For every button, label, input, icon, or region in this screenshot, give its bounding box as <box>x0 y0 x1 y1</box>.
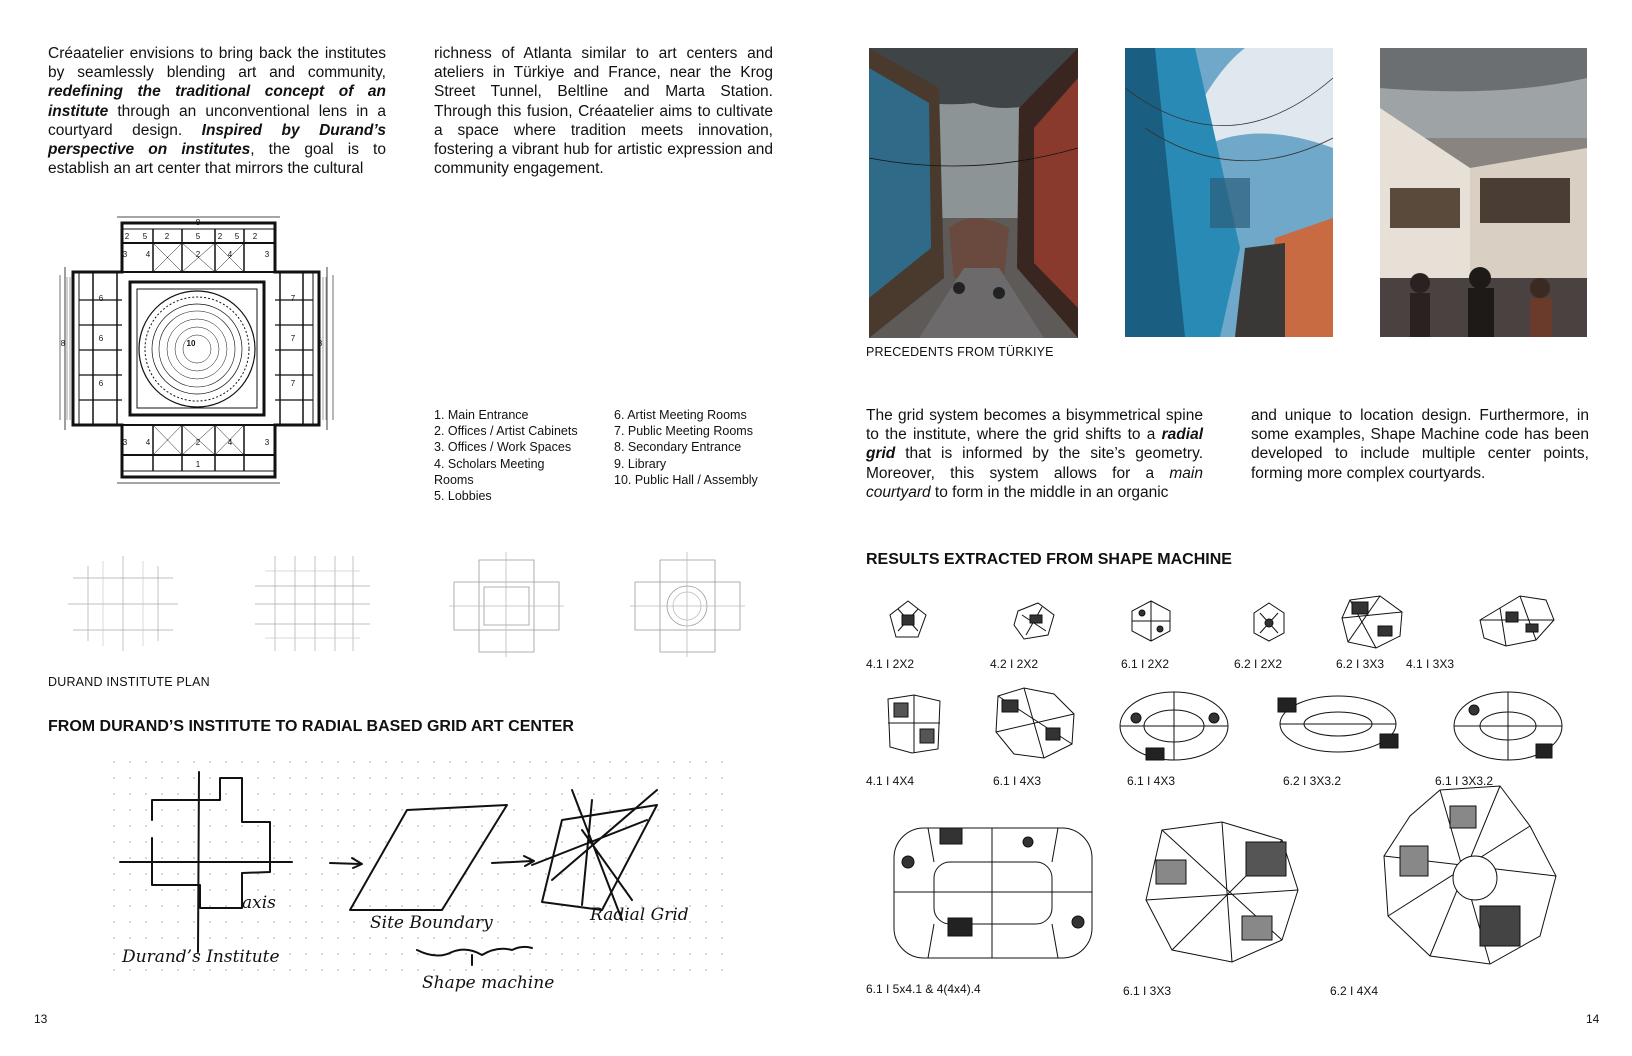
plan-label: 2 <box>195 250 201 259</box>
plan-label: 5 <box>195 232 201 241</box>
precedent-photo-3 <box>1380 48 1587 337</box>
legend-item: 2. Offices / Artist Cabinets <box>434 424 578 439</box>
sketch-note-axis: axis <box>242 893 276 913</box>
plan-legend-col1 <box>434 407 578 504</box>
plan-label: 4 <box>145 250 151 259</box>
result-label: 6.1 I 4X3 <box>1127 774 1176 788</box>
result-label: 6.2 I 3X3.2 <box>1283 774 1342 788</box>
grid-paragraph-col2: and unique to location design. Furthermore, in some examples, Shape Machine code has been developed to include multiple center points, forming more complex courtyards. <box>1251 407 1589 482</box>
plan-label: 2 <box>164 232 170 241</box>
legend-item: 4. Scholars Meeting <box>434 456 545 471</box>
plan-label: 7 <box>290 334 296 343</box>
result-label: 6.2 I 3X3 <box>1336 657 1385 671</box>
legend-item: 3. Offices / Work Spaces <box>434 440 572 455</box>
page-number-left: 13 <box>34 1012 48 1026</box>
plan-label: 6 <box>98 379 104 388</box>
grid-diagram-2 <box>255 556 370 651</box>
result-diagram <box>1116 688 1232 766</box>
sketch-note-site-boundary: Site Boundary <box>370 913 493 933</box>
legend-item: 8. Secondary Entrance <box>614 440 742 455</box>
result-label: 6.1 I 3X3 <box>1123 984 1172 998</box>
results-heading: RESULTS EXTRACTED FROM SHAPE MACHINE <box>866 551 1232 568</box>
sketch-note-radial-grid: Radial Grid <box>590 905 689 925</box>
page-number-right: 14 <box>1586 1012 1600 1026</box>
plan-label: 2 <box>195 438 201 447</box>
photos-caption: PRECEDENTS FROM TÜRKIYE <box>866 345 1054 359</box>
result-label: 4.1 I 2X2 <box>866 657 915 671</box>
plan-label: 8 <box>60 339 66 348</box>
plan-legend-col2 <box>614 407 758 488</box>
plan-label: 8 <box>195 218 201 227</box>
result-label: 6.2 I 4X4 <box>1330 984 1379 998</box>
plan-label: 4 <box>227 438 233 447</box>
plan-label: 2 <box>124 232 130 241</box>
plan-label: 7 <box>290 379 296 388</box>
plan-label: 3 <box>264 250 270 259</box>
legend-item: 10. Public Hall / Assembly <box>614 472 758 487</box>
plan-label: 1 <box>195 460 201 469</box>
result-diagram <box>994 688 1078 760</box>
intro-paragraph-col1: Créaatelier envisions to bring back the institutes by seamlessly blending art and community, redefining the traditional concept of an institute through an unconventional lens in a courtyard design. Inspired by Durand’s perspective on institutes, the goal is to establish an art center that mirrors the cultural <box>48 45 386 178</box>
plan-label: 3 <box>264 438 270 447</box>
legend-item: 6. Artist Meeting Rooms <box>614 408 747 422</box>
plan-label: 10 <box>186 339 196 348</box>
precedent-photo-1 <box>869 48 1078 338</box>
result-diagram <box>1340 596 1406 650</box>
plan-label: 7 <box>290 294 296 303</box>
legend-item: 7. Public Meeting Rooms <box>614 424 753 439</box>
sketch-note-durand: Durand’s Institute <box>122 947 280 967</box>
result-diagram <box>1450 686 1566 766</box>
durand-floor-plan <box>55 215 345 500</box>
section-heading: FROM DURAND’S INSTITUTE TO RADIAL BASED GRID ART CENTER <box>48 718 574 735</box>
result-label: 4.2 I 2X2 <box>990 657 1039 671</box>
result-label: 6.1 I 4X3 <box>993 774 1042 788</box>
legend-item: 9. Library <box>614 456 667 471</box>
plan-label: 2 <box>217 232 223 241</box>
legend-item: 1. Main Entrance <box>434 408 529 422</box>
result-diagram <box>1130 601 1172 641</box>
durand-plan-caption: DURAND INSTITUTE PLAN <box>48 675 210 689</box>
plan-label: 8 <box>317 339 323 348</box>
result-diagram <box>884 693 944 755</box>
result-label: 6.2 I 2X2 <box>1234 657 1283 671</box>
plan-label: 6 <box>98 294 104 303</box>
precedent-photo-2 <box>1125 48 1333 337</box>
intro-paragraph-col2: richness of Atlanta similar to art centers and ateliers in Türkiye and France, near the Krog Street Tunnel, Beltline and Marta Station. Through this fusion, Créaatelier aims to cultivate a space where tradition meets innovation, fostering a vibrant hub for artistic expression and community engagement. <box>434 45 773 178</box>
result-diagram <box>888 822 1098 964</box>
result-diagram <box>1380 786 1560 968</box>
plan-label: 3 <box>122 250 128 259</box>
result-diagram <box>1252 603 1286 643</box>
plan-label: 2 <box>252 232 258 241</box>
result-label: 6.1 I 2X2 <box>1121 657 1170 671</box>
plan-label: 4 <box>227 250 233 259</box>
plan-label: 3 <box>122 438 128 447</box>
result-diagram <box>888 601 928 641</box>
result-diagram <box>1142 820 1302 966</box>
result-label: 6.1 I 3X3.2 <box>1435 774 1494 788</box>
legend-item: Rooms <box>434 472 474 487</box>
plan-label: 6 <box>98 334 104 343</box>
result-diagram <box>1476 590 1556 648</box>
result-label: 6.1 I 5x4.1 & 4(4x4).4 <box>866 982 981 996</box>
result-diagram <box>1012 601 1056 641</box>
result-diagram <box>1276 690 1400 758</box>
result-label: 4.1 I 3X3 <box>1406 657 1455 671</box>
plan-label: 4 <box>145 438 151 447</box>
grid-diagram-3 <box>449 552 564 657</box>
grid-paragraph-col1: The grid system becomes a bisymmetrical spine to the institute, where the grid shifts to a radial grid that is informed by the site’s geometry. Moreover, this system allows for a main courtyard to form in the middle in an organic <box>866 407 1203 501</box>
result-label: 4.1 I 4X4 <box>866 774 915 788</box>
concept-sketch <box>112 760 732 1000</box>
plan-label: 5 <box>234 232 240 241</box>
legend-item: 5. Lobbies <box>434 489 492 504</box>
grid-diagram-1 <box>68 556 178 651</box>
sketch-note-shape-machine: Shape machine <box>422 973 555 993</box>
grid-diagram-4 <box>630 552 745 657</box>
plan-label: 5 <box>142 232 148 241</box>
